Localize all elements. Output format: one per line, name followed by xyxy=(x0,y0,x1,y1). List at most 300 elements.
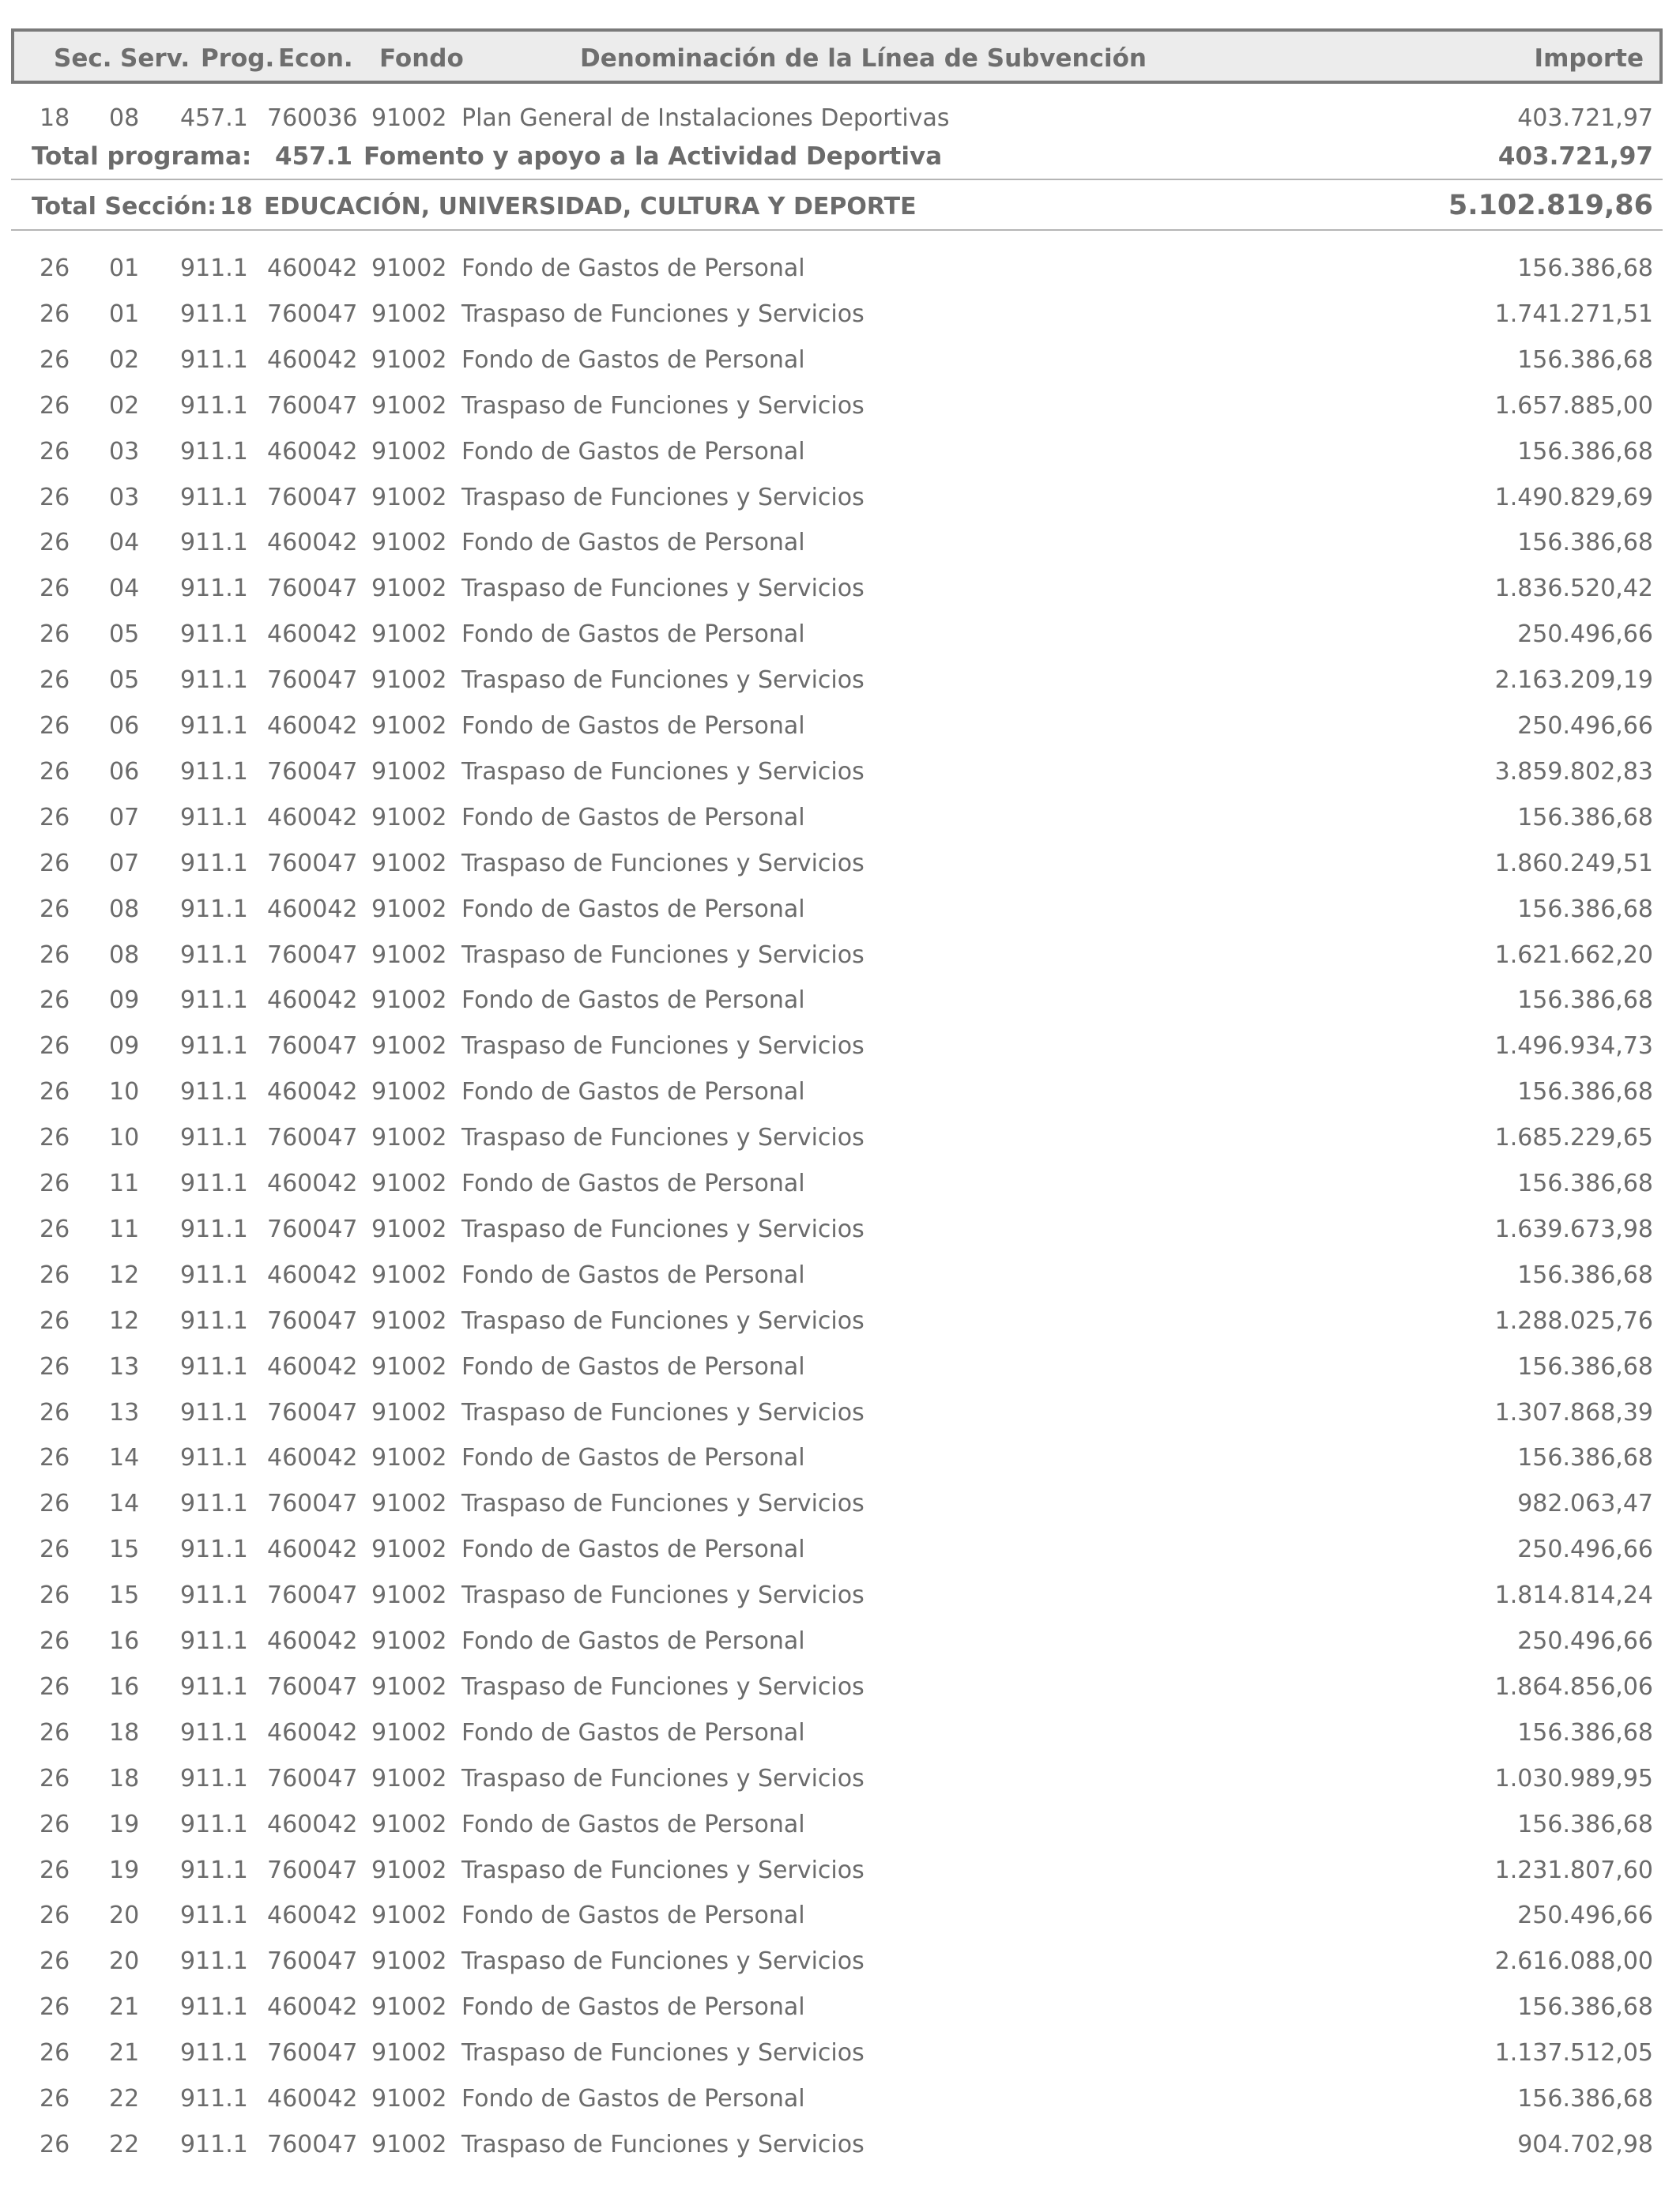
cell-serv: 08 xyxy=(109,104,140,132)
cell-sec: 26 xyxy=(40,345,70,374)
cell-prog: 911.1 xyxy=(180,391,248,420)
cell-importe: 2.616.088,00 xyxy=(1494,1947,1653,1976)
cell-fondo: 91002 xyxy=(371,849,447,877)
table-row xyxy=(0,657,1680,703)
table-row xyxy=(0,474,1680,520)
cell-econ: 460042 xyxy=(267,803,358,831)
cell-desc: Fondo de Gastos de Personal xyxy=(461,1627,805,1655)
cell-serv: 14 xyxy=(109,1490,140,1518)
cell-desc: Fondo de Gastos de Personal xyxy=(461,1352,805,1381)
header-importe: Importe xyxy=(1534,44,1644,73)
cell-prog: 911.1 xyxy=(180,575,248,603)
cell-sec: 26 xyxy=(40,1490,70,1518)
header-denominacion: Denominación de la Línea de Subvención xyxy=(580,44,1147,73)
cell-importe: 156.386,68 xyxy=(1517,1993,1653,2022)
cell-fondo: 91002 xyxy=(371,2130,447,2158)
cell-sec: 26 xyxy=(40,1124,70,1152)
table-row xyxy=(0,794,1680,840)
table-row xyxy=(0,1069,1680,1114)
cell-serv: 20 xyxy=(109,1947,140,1976)
table-row xyxy=(0,1114,1680,1160)
cell-prog: 911.1 xyxy=(180,803,248,831)
table-row xyxy=(0,748,1680,794)
cell-econ: 460042 xyxy=(267,345,358,374)
cell-importe: 156.386,68 xyxy=(1517,345,1653,374)
cell-econ: 460042 xyxy=(267,712,358,740)
cell-sec: 26 xyxy=(40,1993,70,2022)
cell-desc: Fondo de Gastos de Personal xyxy=(461,1902,805,1930)
cell-fondo: 91002 xyxy=(371,2085,447,2113)
cell-sec: 26 xyxy=(40,1215,70,1243)
cell-importe: 1.137.512,05 xyxy=(1494,2039,1653,2068)
cell-econ: 460042 xyxy=(267,529,358,557)
cell-desc: Traspaso de Funciones y Servicios xyxy=(461,1032,864,1061)
cell-desc: Traspaso de Funciones y Servicios xyxy=(461,1124,864,1152)
cell-desc: Fondo de Gastos de Personal xyxy=(461,254,805,282)
cell-importe: 156.386,68 xyxy=(1517,895,1653,923)
cell-prog: 911.1 xyxy=(180,1672,248,1701)
cell-econ: 460042 xyxy=(267,1902,358,1930)
total-programa-importe: 403.721,97 xyxy=(1497,142,1653,171)
cell-prog: 911.1 xyxy=(180,1993,248,2022)
cell-prog: 911.1 xyxy=(180,345,248,374)
cell-sec: 26 xyxy=(40,1536,70,1564)
cell-prog: 911.1 xyxy=(180,1398,248,1427)
total-programa-row xyxy=(0,133,1680,179)
table-row xyxy=(0,703,1680,748)
cell-fondo: 91002 xyxy=(371,757,447,786)
cell-desc: Fondo de Gastos de Personal xyxy=(461,1536,805,1564)
cell-sec: 26 xyxy=(40,1627,70,1655)
cell-fondo: 91002 xyxy=(371,1856,447,1884)
cell-serv: 12 xyxy=(109,1261,140,1289)
cell-fondo: 91002 xyxy=(371,1444,447,1472)
cell-importe: 1.685.229,65 xyxy=(1494,1124,1653,1152)
header-econ: Econ. xyxy=(278,44,353,73)
cell-desc: Fondo de Gastos de Personal xyxy=(461,1444,805,1472)
cell-desc: Fondo de Gastos de Personal xyxy=(461,1261,805,1289)
cell-importe: 1.639.673,98 xyxy=(1494,1215,1653,1243)
cell-importe: 250.496,66 xyxy=(1517,620,1653,649)
cell-importe: 156.386,68 xyxy=(1517,803,1653,831)
cell-fondo: 91002 xyxy=(371,1078,447,1106)
cell-prog: 911.1 xyxy=(180,1215,248,1243)
cell-desc: Fondo de Gastos de Personal xyxy=(461,1718,805,1747)
cell-prog: 911.1 xyxy=(180,254,248,282)
cell-fondo: 91002 xyxy=(371,895,447,923)
cell-serv: 07 xyxy=(109,849,140,877)
cell-prog: 911.1 xyxy=(180,1032,248,1061)
cell-fondo: 91002 xyxy=(371,483,447,511)
cell-desc: Traspaso de Funciones y Servicios xyxy=(461,300,864,328)
cell-sec: 26 xyxy=(40,437,70,466)
cell-econ: 460042 xyxy=(267,1718,358,1747)
cell-desc: Traspaso de Funciones y Servicios xyxy=(461,1581,864,1610)
total-programa-code: 457.1 xyxy=(275,142,353,171)
cell-sec: 26 xyxy=(40,1902,70,1930)
cell-prog: 911.1 xyxy=(180,1902,248,1930)
cell-serv: 22 xyxy=(109,2085,140,2113)
cell-serv: 21 xyxy=(109,2039,140,2068)
cell-desc: Fondo de Gastos de Personal xyxy=(461,620,805,649)
cell-desc: Fondo de Gastos de Personal xyxy=(461,2085,805,2113)
cell-fondo: 91002 xyxy=(371,104,447,132)
cell-serv: 11 xyxy=(109,1170,140,1197)
table-row xyxy=(0,2030,1680,2075)
cell-importe: 1.231.807,60 xyxy=(1494,1856,1653,1884)
table-row xyxy=(0,1023,1680,1069)
cell-econ: 460042 xyxy=(267,1627,358,1655)
cell-serv: 22 xyxy=(109,2130,140,2158)
table-row xyxy=(0,428,1680,474)
cell-econ: 460042 xyxy=(267,1536,358,1564)
cell-desc: Traspaso de Funciones y Servicios xyxy=(461,2130,864,2158)
table-row xyxy=(0,611,1680,657)
cell-sec: 26 xyxy=(40,1444,70,1472)
cell-desc: Traspaso de Funciones y Servicios xyxy=(461,757,864,786)
cell-econ: 760047 xyxy=(267,1856,358,1884)
table-row xyxy=(0,1801,1680,1847)
table-row xyxy=(0,1526,1680,1572)
cell-prog: 911.1 xyxy=(180,712,248,740)
cell-serv: 13 xyxy=(109,1398,140,1427)
cell-econ: 760047 xyxy=(267,849,358,877)
table-row xyxy=(0,1664,1680,1710)
cell-prog: 457.1 xyxy=(180,104,248,132)
table-row xyxy=(0,1938,1680,1984)
cell-fondo: 91002 xyxy=(371,575,447,603)
cell-econ: 460042 xyxy=(267,620,358,649)
cell-importe: 1.860.249,51 xyxy=(1494,849,1653,877)
cell-sec: 26 xyxy=(40,529,70,557)
cell-prog: 911.1 xyxy=(180,1490,248,1518)
cell-fondo: 91002 xyxy=(371,529,447,557)
cell-serv: 13 xyxy=(109,1352,140,1381)
cell-fondo: 91002 xyxy=(371,712,447,740)
cell-econ: 460042 xyxy=(267,1993,358,2022)
cell-sec: 26 xyxy=(40,895,70,923)
cell-econ: 460042 xyxy=(267,895,358,923)
cell-serv: 15 xyxy=(109,1536,140,1564)
cell-econ: 760047 xyxy=(267,1306,358,1335)
cell-serv: 03 xyxy=(109,483,140,511)
cell-serv: 10 xyxy=(109,1078,140,1106)
cell-desc: Fondo de Gastos de Personal xyxy=(461,986,805,1015)
cell-sec: 26 xyxy=(40,2130,70,2158)
cell-serv: 09 xyxy=(109,1032,140,1061)
cell-fondo: 91002 xyxy=(371,1810,447,1838)
header-serv: Serv. xyxy=(120,44,190,73)
cell-serv: 03 xyxy=(109,437,140,466)
cell-econ: 460042 xyxy=(267,1078,358,1106)
cell-sec: 26 xyxy=(40,1078,70,1106)
cell-econ: 760047 xyxy=(267,483,358,511)
table-row xyxy=(0,2075,1680,2121)
table-row xyxy=(0,1618,1680,1664)
table-row xyxy=(0,1480,1680,1526)
cell-econ: 760047 xyxy=(267,1490,358,1518)
table-row xyxy=(0,1572,1680,1618)
cell-serv: 08 xyxy=(109,895,140,923)
cell-prog: 911.1 xyxy=(180,437,248,466)
header-prog: Prog. xyxy=(201,44,275,73)
cell-serv: 21 xyxy=(109,1993,140,2022)
table-row xyxy=(0,1984,1680,2030)
cell-fondo: 91002 xyxy=(371,1170,447,1197)
total-seccion-label: Total Sección: xyxy=(32,193,217,221)
cell-sec: 26 xyxy=(40,849,70,877)
table-row xyxy=(0,932,1680,978)
cell-serv: 01 xyxy=(109,254,140,282)
cell-prog: 911.1 xyxy=(180,1536,248,1564)
cell-importe: 156.386,68 xyxy=(1517,1170,1653,1197)
header-fondo: Fondo xyxy=(379,44,464,73)
cell-prog: 911.1 xyxy=(180,1581,248,1610)
total-seccion-name: EDUCACIÓN, UNIVERSIDAD, CULTURA Y DEPORTE xyxy=(264,193,917,221)
cell-econ: 760036 xyxy=(267,104,358,132)
cell-serv: 05 xyxy=(109,666,140,695)
cell-econ: 760047 xyxy=(267,575,358,603)
cell-econ: 760047 xyxy=(267,2039,358,2068)
cell-prog: 911.1 xyxy=(180,529,248,557)
cell-fondo: 91002 xyxy=(371,1490,447,1518)
cell-econ: 760047 xyxy=(267,757,358,786)
cell-desc: Fondo de Gastos de Personal xyxy=(461,895,805,923)
cell-econ: 760047 xyxy=(267,1672,358,1701)
cell-desc: Traspaso de Funciones y Servicios xyxy=(461,849,864,877)
table-row xyxy=(0,1206,1680,1252)
cell-desc: Traspaso de Funciones y Servicios xyxy=(461,1764,864,1793)
table-row xyxy=(0,245,1680,291)
total-seccion-code: 18 xyxy=(220,193,253,221)
cell-serv: 04 xyxy=(109,529,140,557)
cell-desc: Traspaso de Funciones y Servicios xyxy=(461,1215,864,1243)
cell-serv: 04 xyxy=(109,575,140,603)
cell-fondo: 91002 xyxy=(371,300,447,328)
cell-econ: 760047 xyxy=(267,1032,358,1061)
cell-serv: 08 xyxy=(109,941,140,969)
cell-fondo: 91002 xyxy=(371,941,447,969)
cell-econ: 460042 xyxy=(267,1352,358,1381)
cell-serv: 06 xyxy=(109,712,140,740)
cell-fondo: 91002 xyxy=(371,437,447,466)
cell-prog: 911.1 xyxy=(180,1306,248,1335)
cell-desc: Fondo de Gastos de Personal xyxy=(461,437,805,466)
cell-prog: 911.1 xyxy=(180,1124,248,1152)
cell-sec: 26 xyxy=(40,1032,70,1061)
cell-econ: 760047 xyxy=(267,391,358,420)
cell-fondo: 91002 xyxy=(371,803,447,831)
cell-desc: Traspaso de Funciones y Servicios xyxy=(461,1398,864,1427)
cell-prog: 911.1 xyxy=(180,1627,248,1655)
cell-prog: 911.1 xyxy=(180,895,248,923)
cell-sec: 26 xyxy=(40,1718,70,1747)
cell-econ: 760047 xyxy=(267,300,358,328)
cell-fondo: 91002 xyxy=(371,391,447,420)
cell-importe: 1.030.989,95 xyxy=(1494,1764,1653,1793)
cell-serv: 06 xyxy=(109,757,140,786)
table-row xyxy=(0,1389,1680,1435)
cell-prog: 911.1 xyxy=(180,300,248,328)
table-row xyxy=(0,886,1680,932)
cell-importe: 1.814.814,24 xyxy=(1494,1581,1653,1610)
cell-prog: 911.1 xyxy=(180,941,248,969)
cell-importe: 156.386,68 xyxy=(1517,1718,1653,1747)
cell-desc: Fondo de Gastos de Personal xyxy=(461,529,805,557)
cell-serv: 19 xyxy=(109,1810,140,1838)
cell-fondo: 91002 xyxy=(371,1718,447,1747)
cell-fondo: 91002 xyxy=(371,1581,447,1610)
cell-desc: Fondo de Gastos de Personal xyxy=(461,1078,805,1106)
cell-desc: Traspaso de Funciones y Servicios xyxy=(461,666,864,695)
cell-sec: 26 xyxy=(40,2085,70,2113)
table-row xyxy=(0,2121,1680,2167)
cell-sec: 26 xyxy=(40,1581,70,1610)
cell-serv: 05 xyxy=(109,620,140,649)
cell-sec: 26 xyxy=(40,712,70,740)
cell-serv: 18 xyxy=(109,1718,140,1747)
cell-desc: Traspaso de Funciones y Servicios xyxy=(461,1947,864,1976)
cell-fondo: 91002 xyxy=(371,1352,447,1381)
cell-econ: 760047 xyxy=(267,1215,358,1243)
cell-sec: 26 xyxy=(40,620,70,649)
cell-fondo: 91002 xyxy=(371,254,447,282)
cell-fondo: 91002 xyxy=(371,345,447,374)
cell-sec: 26 xyxy=(40,757,70,786)
cell-fondo: 91002 xyxy=(371,1764,447,1793)
cell-fondo: 91002 xyxy=(371,620,447,649)
cell-desc: Traspaso de Funciones y Servicios xyxy=(461,1490,864,1518)
cell-prog: 911.1 xyxy=(180,1764,248,1793)
cell-fondo: 91002 xyxy=(371,1993,447,2022)
table-row xyxy=(0,1298,1680,1344)
cell-desc: Traspaso de Funciones y Servicios xyxy=(461,575,864,603)
cell-desc: Traspaso de Funciones y Servicios xyxy=(461,1672,864,1701)
cell-importe: 156.386,68 xyxy=(1517,1810,1653,1838)
cell-importe: 250.496,66 xyxy=(1517,1627,1653,1655)
cell-importe: 156.386,68 xyxy=(1517,2085,1653,2113)
cell-desc: Traspaso de Funciones y Servicios xyxy=(461,1856,864,1884)
cell-serv: 12 xyxy=(109,1306,140,1335)
cell-sec: 26 xyxy=(40,1856,70,1884)
cell-sec: 26 xyxy=(40,2039,70,2068)
cell-sec: 26 xyxy=(40,666,70,695)
cell-prog: 911.1 xyxy=(180,483,248,511)
cell-fondo: 91002 xyxy=(371,1215,447,1243)
table-row xyxy=(0,1892,1680,1938)
table-row xyxy=(0,565,1680,611)
cell-desc: Traspaso de Funciones y Servicios xyxy=(461,2039,864,2068)
table-row xyxy=(0,1160,1680,1206)
table-header xyxy=(11,28,1663,84)
cell-importe: 2.163.209,19 xyxy=(1494,666,1653,695)
cell-fondo: 91002 xyxy=(371,1672,447,1701)
cell-prog: 911.1 xyxy=(180,1947,248,1976)
cell-fondo: 91002 xyxy=(371,1627,447,1655)
cell-importe: 156.386,68 xyxy=(1517,529,1653,557)
cell-serv: 14 xyxy=(109,1444,140,1472)
cell-importe: 982.063,47 xyxy=(1517,1490,1653,1518)
cell-prog: 911.1 xyxy=(180,986,248,1015)
cell-econ: 760047 xyxy=(267,1581,358,1610)
cell-serv: 16 xyxy=(109,1627,140,1655)
cell-importe: 1.490.829,69 xyxy=(1494,483,1653,511)
table-row xyxy=(0,1755,1680,1801)
divider xyxy=(11,229,1663,231)
cell-importe: 1.741.271,51 xyxy=(1494,300,1653,328)
cell-fondo: 91002 xyxy=(371,1261,447,1289)
cell-desc: Traspaso de Funciones y Servicios xyxy=(461,391,864,420)
cell-importe: 904.702,98 xyxy=(1517,2130,1653,2158)
cell-econ: 460042 xyxy=(267,437,358,466)
cell-importe: 1.864.856,06 xyxy=(1494,1672,1653,1701)
table-row xyxy=(0,291,1680,337)
cell-prog: 911.1 xyxy=(180,2130,248,2158)
table-row xyxy=(0,337,1680,383)
cell-prog: 911.1 xyxy=(180,1352,248,1381)
table-row xyxy=(0,383,1680,428)
cell-desc: Fondo de Gastos de Personal xyxy=(461,712,805,740)
cell-fondo: 91002 xyxy=(371,1398,447,1427)
cell-prog: 911.1 xyxy=(180,1444,248,1472)
cell-sec: 26 xyxy=(40,1261,70,1289)
cell-fondo: 91002 xyxy=(371,1536,447,1564)
cell-fondo: 91002 xyxy=(371,666,447,695)
cell-sec: 26 xyxy=(40,391,70,420)
cell-fondo: 91002 xyxy=(371,2039,447,2068)
cell-sec: 26 xyxy=(40,1170,70,1197)
cell-importe: 1.621.662,20 xyxy=(1494,941,1653,969)
cell-sec: 26 xyxy=(40,1764,70,1793)
cell-econ: 760047 xyxy=(267,666,358,695)
cell-serv: 11 xyxy=(109,1215,140,1243)
table-row xyxy=(0,1344,1680,1389)
cell-econ: 460042 xyxy=(267,1444,358,1472)
cell-sec: 26 xyxy=(40,1398,70,1427)
cell-fondo: 91002 xyxy=(371,986,447,1015)
cell-importe: 156.386,68 xyxy=(1517,1261,1653,1289)
cell-sec: 26 xyxy=(40,986,70,1015)
table-row xyxy=(0,977,1680,1023)
cell-econ: 760047 xyxy=(267,1947,358,1976)
cell-sec: 26 xyxy=(40,483,70,511)
cell-desc: Fondo de Gastos de Personal xyxy=(461,1810,805,1838)
cell-sec: 26 xyxy=(40,1810,70,1838)
cell-econ: 760047 xyxy=(267,1124,358,1152)
cell-econ: 760047 xyxy=(267,1398,358,1427)
cell-econ: 460042 xyxy=(267,2085,358,2113)
cell-serv: 18 xyxy=(109,1764,140,1793)
cell-econ: 460042 xyxy=(267,254,358,282)
cell-prog: 911.1 xyxy=(180,2085,248,2113)
cell-serv: 10 xyxy=(109,1124,140,1152)
cell-prog: 911.1 xyxy=(180,1261,248,1289)
total-programa-label: Total programa: xyxy=(32,142,252,171)
cell-sec: 26 xyxy=(40,803,70,831)
cell-desc: Traspaso de Funciones y Servicios xyxy=(461,1306,864,1335)
divider xyxy=(11,179,1663,180)
cell-prog: 911.1 xyxy=(180,2039,248,2068)
total-seccion-importe: 5.102.819,86 xyxy=(1448,190,1653,221)
cell-serv: 20 xyxy=(109,1902,140,1930)
cell-prog: 911.1 xyxy=(180,1078,248,1106)
cell-desc: Fondo de Gastos de Personal xyxy=(461,345,805,374)
cell-sec: 26 xyxy=(40,254,70,282)
cell-econ: 460042 xyxy=(267,1261,358,1289)
total-seccion-row xyxy=(0,183,1680,229)
cell-serv: 02 xyxy=(109,391,140,420)
cell-econ: 460042 xyxy=(267,1170,358,1197)
